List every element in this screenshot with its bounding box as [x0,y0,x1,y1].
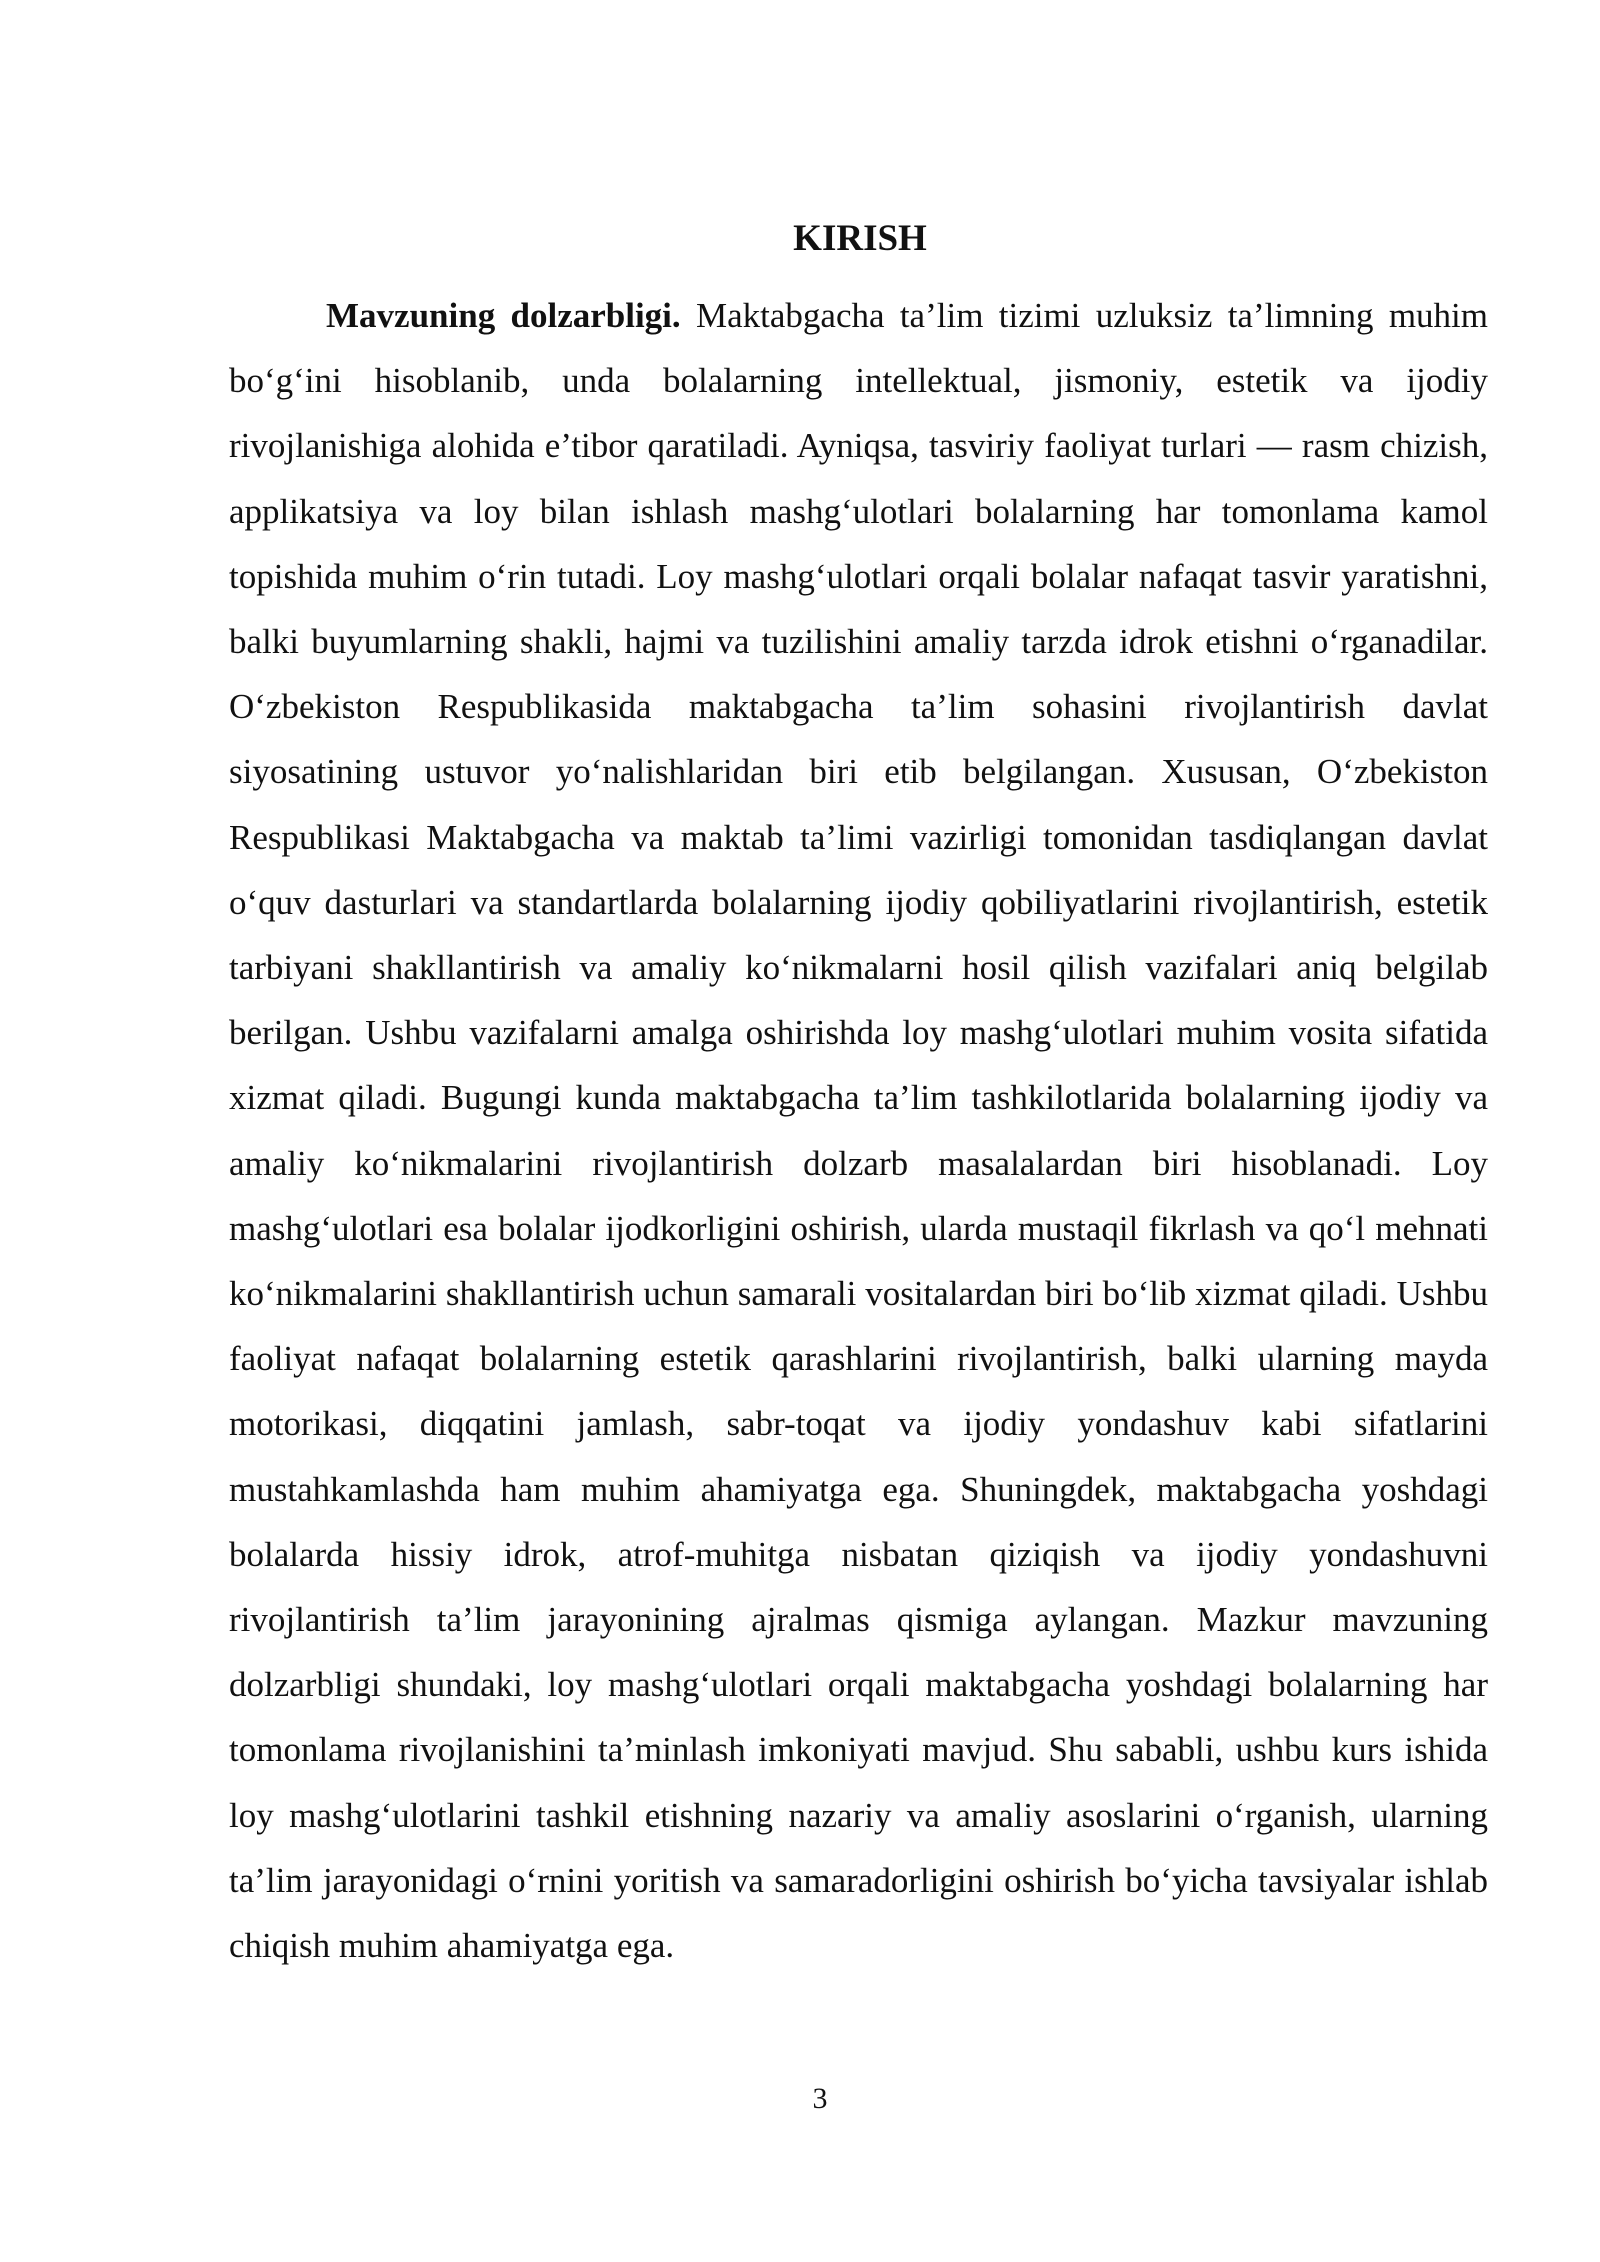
page-number: 3 [812,2082,828,2115]
paragraph-text: Maktabgacha ta’lim tizimi uzluksiz ta’limning muhim bo‘g‘ini hisoblanib, unda bolalarning intellektual, jismoniy, estetik va ijodiy rivojlanishiga alohida e’tibor qaratiladi. Ayniqsa, tasviriy faoliyat turlari — rasm chizish, applikatsiya va loy bilan ishlash mashg‘ulotlari bolalarning har tomonlama kamol topishida muhim o‘rin tutadi. Loy mashg‘ulotlari orqali bolalar nafaqat tasvir yaratishni, balki buyumlarning shakli, hajmi va tuzilishini amaliy tarzda idrok etishni o‘rganadilar. O‘zbekiston Respublikasida maktabgacha ta’lim sohasini rivojlantirish davlat siyosatining ustuvor yo‘nalishlaridan biri etib belgilangan. Xususan, O‘zbekiston Respublikasi Maktabgacha va maktab ta’limi vazirligi tomonidan tasdiqlangan davlat o‘quv dasturlari va standartlarda bolalarning ijodiy qobiliyatlarini rivojlantirish, estetik tarbiyani shakllantirish va amaliy ko‘nikmalarni hosil qilish vazifalari aniq belgilab berilgan. Ushbu vazifalarni amalga oshirishda loy mashg‘ulotlari muhim vosita sifatida xizmat qiladi. Bugungi kunda maktabgacha ta’lim tashkilotlarida bolalarning ijodiy va amaliy ko‘nikmalarini rivojlantirish dolzarb masalalardan biri hisoblanadi. Loy mashg‘ulotlari esa bolalar ijodkorligini oshirish, ularda mustaqil fikrlash va qo‘l mehnati ko‘nikmalarini shakllantirish uchun samarali vositalardan biri bo‘lib xizmat qiladi. Ushbu faoliyat nafaqat bolalarning estetik qarashlarini rivojlantirish, balki ularning mayda motorikasi, diqqatini jamlash, sabr-toqat va ijodiy yondashuv kabi sifatlarini mustahkamlashda ham muhim ahamiyatga ega. Shuningdek, maktabgacha yoshdagi bolalarda hissiy idrok, atrof-muhitga nisbatan qiziqish va ijodiy yondashuvni rivojlantirish ta’lim jarayonining ajralmas qismiga aylangan. Mazkur mavzuning dolzarbligi shundaki, loy mashg‘ulotlari orqali maktabgacha yoshdagi bolalarning har tomonlama rivojlanishini ta’minlash imkoniyati mavjud. Shu sababli, ushbu kurs ishida loy mashg‘ulotlarini tashkil etishning nazariy va amaliy asoslarini o‘rganish, ularning ta’lim jarayonidagi o‘rnini yoritish va samaradorligini oshirish bo‘yicha tavsiyalar ishlab chiqish muhim ahamiyatga ega. [229,296,1488,1966]
paragraph-lead: Mavzuning dolzarbligi. [326,296,681,335]
section-heading: KIRISH [793,218,927,259]
body-paragraph [229,283,1488,1978]
